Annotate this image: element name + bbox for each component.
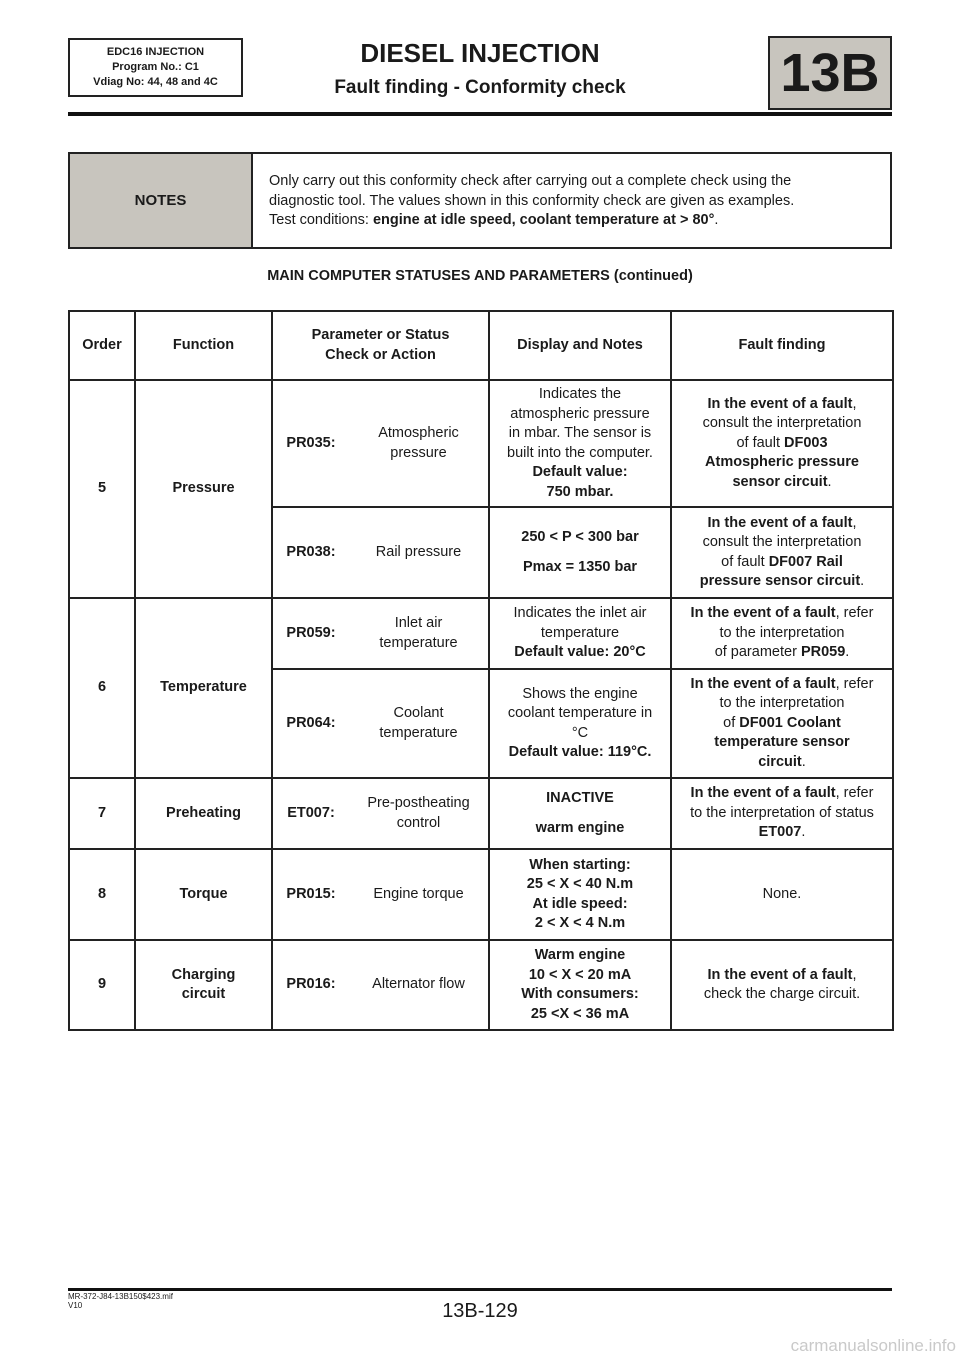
- fault-line: [678, 675, 886, 695]
- table-row: [69, 598, 893, 669]
- col-header-order: Order: [69, 311, 135, 380]
- display-default-value: 750 mbar.: [546, 483, 614, 500]
- fault-code: PR059: [800, 644, 846, 661]
- fault-line: [678, 753, 886, 773]
- fault-line: [678, 714, 886, 734]
- document-reference: [68, 1292, 173, 1310]
- function-cell: Temperature: [135, 598, 272, 778]
- display-line: At idle speed:: [532, 895, 628, 912]
- fault-cell: [671, 507, 893, 598]
- program-info-line3: Vdiag No: 44, 48 and 4C: [93, 76, 218, 88]
- order-cell: 9: [69, 940, 135, 1030]
- fault-line: to the interpretation of status: [690, 804, 874, 821]
- display-line: warm engine: [535, 819, 625, 836]
- param-name: [349, 380, 489, 507]
- fault-text: of fault: [721, 553, 769, 570]
- display-line: in mbar. The sensor is: [508, 425, 652, 441]
- notes-text-span: .: [714, 212, 719, 228]
- display-line: 10 < X < 20 mA: [528, 966, 632, 983]
- table-row: [69, 849, 893, 940]
- param-code: PR016:: [272, 940, 349, 1030]
- param-name: Engine torque: [349, 849, 489, 940]
- section-code-badge: 13B: [768, 36, 892, 110]
- param-name-line: Atmospheric: [378, 425, 459, 441]
- fault-cell: [671, 940, 893, 1030]
- param-name: [349, 778, 489, 849]
- fault-line: [678, 604, 886, 624]
- notes-box: [68, 152, 892, 249]
- fault-line: [678, 553, 886, 573]
- function-line: circuit: [181, 986, 226, 1002]
- program-info-line1: EDC16 INJECTION: [106, 46, 205, 58]
- function-cell: [135, 940, 272, 1030]
- notes-line: Only carry out this conformity check after carrying out a complete check using the: [269, 173, 792, 189]
- order-cell: 8: [69, 849, 135, 940]
- table-row: [69, 380, 893, 507]
- order-cell: 7: [69, 778, 135, 849]
- display-cell: [489, 849, 671, 940]
- col-header-function: Function: [135, 311, 272, 380]
- fault-line: temperature sensor: [714, 734, 850, 751]
- fault-text: ,: [852, 966, 857, 983]
- fault-text: .: [845, 644, 850, 661]
- param-name-line: Pre-postheating: [367, 795, 470, 811]
- fault-cell: [671, 598, 893, 669]
- param-name-line: Inlet air: [394, 615, 443, 631]
- notes-text-span: Test conditions:: [269, 212, 373, 228]
- fault-text: , refer: [835, 785, 874, 802]
- fault-text: ,: [852, 514, 857, 531]
- fault-cell: [671, 778, 893, 849]
- fault-text: In the event of a fault: [707, 395, 853, 412]
- display-line: Shows the engine: [522, 685, 638, 702]
- display-line: 2 < X < 4 N.m: [534, 915, 626, 931]
- fault-text: .: [827, 473, 832, 490]
- table-row: [69, 940, 893, 1030]
- display-line: Indicates the: [538, 386, 622, 402]
- display-default-label: Default value:: [532, 464, 628, 480]
- fault-text: .: [801, 753, 806, 770]
- fault-text: In the event of a fault: [690, 675, 836, 692]
- display-cell: [489, 507, 671, 598]
- notes-test-conditions: engine at idle speed, coolant temperature at > 80°: [372, 212, 715, 228]
- col-header-parameter: [272, 311, 489, 380]
- fault-text: circuit: [758, 753, 802, 770]
- footer-divider: [68, 1288, 892, 1291]
- program-info-line2: Program No.: C1: [112, 61, 199, 73]
- fault-line: [678, 434, 886, 454]
- param-code: PR038:: [272, 507, 349, 598]
- function-cell: Preheating: [135, 778, 272, 849]
- fault-text: .: [801, 824, 806, 841]
- parameters-table: [68, 310, 894, 1031]
- fault-code: DF007 Rail: [768, 553, 843, 570]
- display-line: INACTIVE: [546, 790, 614, 806]
- display-cell: [489, 598, 671, 669]
- fault-code: DF003: [784, 434, 828, 451]
- param-code: PR035:: [272, 380, 349, 507]
- param-code: ET007:: [272, 778, 349, 849]
- fault-text: , refer: [835, 605, 874, 622]
- fault-line: consult the interpretation: [702, 534, 862, 550]
- program-info-box: [68, 38, 243, 97]
- param-code: PR015:: [272, 849, 349, 940]
- fault-cell: [671, 669, 893, 778]
- param-name: Alternator flow: [349, 940, 489, 1030]
- fault-cell: None.: [671, 849, 893, 940]
- display-line: Warm engine: [534, 947, 626, 963]
- col-header-parameter-line1: Parameter or Status: [311, 327, 450, 343]
- fault-text: In the event of a fault: [707, 514, 853, 531]
- page-title: DIESEL INJECTION: [360, 38, 600, 68]
- display-line: 25 <X < 36 mA: [530, 1005, 630, 1022]
- display-line: °C: [571, 724, 589, 741]
- display-line: coolant temperature in: [507, 705, 653, 721]
- fault-line: consult the interpretation: [702, 415, 862, 432]
- fault-code: ET007: [758, 824, 802, 841]
- param-name-line: Coolant: [393, 705, 444, 721]
- fault-line: check the charge circuit.: [703, 986, 861, 1002]
- table-row: [69, 778, 893, 849]
- fault-text: of parameter: [714, 644, 801, 661]
- fault-line: [678, 784, 886, 804]
- fault-line: to the interpretation: [719, 624, 845, 641]
- fault-text: ,: [852, 395, 857, 412]
- display-line: With consumers:: [521, 986, 639, 1002]
- document-reference-line: MR-372-J84-13B150$423.mif: [68, 1292, 173, 1301]
- fault-line: [678, 473, 886, 493]
- notes-line: [269, 211, 876, 231]
- display-line: 250 < P < 300 bar: [521, 529, 639, 545]
- param-name-line: control: [396, 814, 441, 831]
- watermark: carmanualsonline.info: [790, 1336, 956, 1355]
- col-header-parameter-line2: Check or Action: [325, 346, 436, 363]
- line-gap: [496, 548, 664, 558]
- fault-text: of fault: [736, 434, 785, 451]
- display-cell: [489, 778, 671, 849]
- param-name: [349, 598, 489, 669]
- display-line: Pmax = 1350 bar: [522, 558, 638, 575]
- display-default-value: Default value: 20°C: [514, 644, 646, 661]
- notes-line: diagnostic tool. The values shown in this conformity check are given as examples.: [269, 192, 795, 209]
- col-header-display: Display and Notes: [489, 311, 671, 380]
- param-code: PR059:: [272, 598, 349, 669]
- param-code: PR064:: [272, 669, 349, 778]
- display-line: atmospheric pressure: [510, 405, 650, 422]
- param-name: Rail pressure: [349, 507, 489, 598]
- display-default-value: Default value: 119°C.: [508, 744, 652, 760]
- fault-text: sensor circuit: [732, 473, 828, 490]
- order-cell: 5: [69, 380, 135, 598]
- param-name-line: temperature: [379, 634, 458, 651]
- display-cell: [489, 380, 671, 507]
- display-cell: [489, 940, 671, 1030]
- header-divider: [68, 112, 892, 116]
- fault-line: Atmospheric pressure: [705, 454, 859, 471]
- function-cell: Pressure: [135, 380, 272, 598]
- display-cell: [489, 669, 671, 778]
- param-name-line: pressure: [390, 444, 447, 461]
- display-line: 25 < X < 40 N.m: [526, 876, 634, 892]
- fault-line: [678, 643, 886, 663]
- function-cell: Torque: [135, 849, 272, 940]
- notes-text: [253, 154, 890, 247]
- display-line: temperature: [540, 624, 620, 641]
- param-name: [349, 669, 489, 778]
- display-line: When starting:: [529, 856, 631, 873]
- fault-text: In the event of a fault: [690, 785, 836, 802]
- fault-line: [678, 966, 886, 986]
- fault-line: [678, 514, 886, 534]
- fault-line: [678, 395, 886, 415]
- line-gap: [496, 809, 664, 819]
- fault-text: pressure sensor circuit: [699, 573, 861, 589]
- document-version: V10: [68, 1301, 83, 1310]
- fault-text: of: [723, 714, 740, 731]
- function-line: Charging: [171, 966, 236, 983]
- page-number: 13B-129: [442, 1300, 518, 1322]
- fault-line: to the interpretation: [719, 695, 845, 712]
- display-line: built into the computer.: [507, 444, 653, 461]
- table-header-row: [69, 311, 893, 380]
- fault-code: DF001 Coolant: [739, 714, 841, 731]
- order-cell: 6: [69, 598, 135, 778]
- col-header-fault: Fault finding: [671, 311, 893, 380]
- fault-line: [678, 823, 886, 843]
- notes-label: NOTES: [70, 154, 253, 247]
- fault-text: , refer: [835, 675, 874, 692]
- section-title: MAIN COMPUTER STATUSES AND PARAMETERS (continued): [267, 268, 693, 284]
- fault-cell: [671, 380, 893, 507]
- display-line: Indicates the inlet air: [513, 605, 647, 622]
- fault-line: [678, 572, 886, 592]
- fault-text: In the event of a fault: [690, 605, 836, 622]
- page-subtitle: Fault finding - Conformity check: [334, 77, 626, 98]
- fault-text: In the event of a fault: [707, 966, 853, 983]
- fault-text: .: [860, 573, 865, 589]
- param-name-line: temperature: [379, 724, 458, 741]
